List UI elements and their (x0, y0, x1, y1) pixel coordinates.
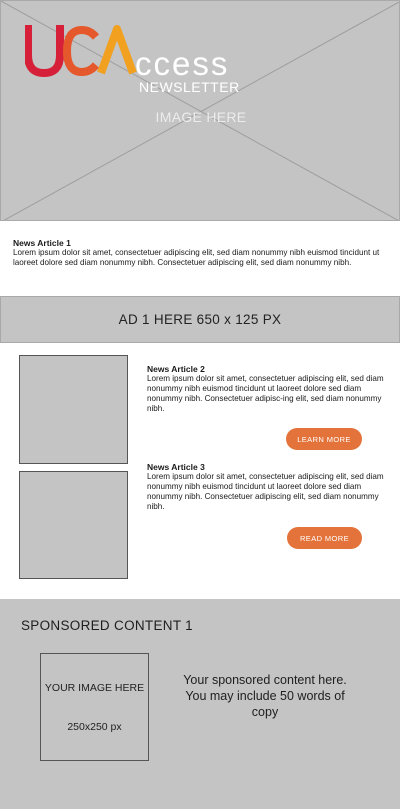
article-2-thumbnail (19, 355, 128, 464)
news-article-1 (13, 238, 389, 268)
uca-logo-mark (25, 25, 137, 77)
sponsored-content-section (0, 599, 400, 809)
read-more-button[interactable]: READ MORE (287, 527, 362, 549)
article-body: Lorem ipsum dolor sit amet, consectetuer adipiscing elit, sed diam nonummy nibh euismod tincidunt ut laoreet dolore sed diam nonummy nibh. Consectetuer adipiscing elit, sed diam nonummy nibh. (147, 472, 384, 512)
article-body: Lorem ipsum dolor sit amet, consectetuer adipiscing elit, sed diam nonummy nibh euismod tincidunt ut laoreet dolore sed diam nonummy nibh. Consectetuer adipisc-ing elit, sed diam nonummy nibh. (147, 374, 384, 414)
logo-wordmark: ccess (135, 45, 230, 82)
sponsored-image-placeholder (40, 653, 149, 761)
article-title: News Article 3 (147, 462, 205, 472)
sponsored-copy: Your sponsored content here. You may include 50 words of copy (183, 673, 347, 719)
sponsored-image-size: 250x250 px (67, 721, 122, 733)
hero-image-placeholder (0, 0, 400, 221)
logo-subtitle: NEWSLETTER (139, 79, 240, 95)
learn-more-button[interactable]: LEARN MORE (286, 428, 362, 450)
news-article-3 (147, 462, 390, 512)
uca-access-logo (25, 25, 245, 97)
ad-banner[interactable] (0, 296, 400, 343)
sponsored-title: SPONSORED CONTENT 1 (21, 618, 193, 633)
article-title: News Article 2 (147, 364, 205, 374)
article-title: News Article 1 (13, 238, 71, 248)
image-placeholder-label: IMAGE HERE (155, 109, 247, 125)
article-3-thumbnail (19, 471, 128, 579)
ad-banner-label: AD 1 HERE 650 x 125 PX (118, 312, 282, 327)
sponsored-image-label: YOUR IMAGE HERE (44, 682, 145, 694)
article-body: Lorem ipsum dolor sit amet, consectetuer adipiscing elit, sed diam nonummy nibh euismod tincidunt ut laoreet dolore sed diam nonummy nibh. Consectetuer adipiscing elit, sed diam nonummy nibh. (13, 248, 380, 268)
news-article-2 (147, 364, 390, 414)
